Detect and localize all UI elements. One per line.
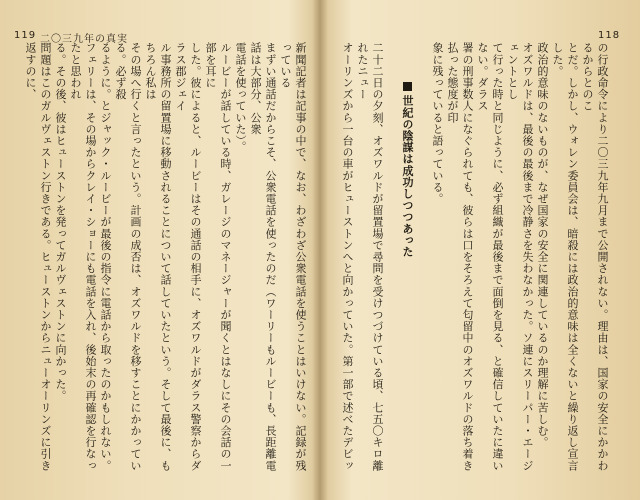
body-line: ルービーが話している時、ガレージのマネージャーが聞くとはなしにその会話の一部を耳に: [204, 42, 232, 472]
right-page-number: 118: [598, 30, 621, 41]
running-title: 二〇三九年の真実: [40, 34, 128, 45]
body-line: オーリンズから一台の車がヒューストンへと向かっていた。第一部で述べたデビッ: [341, 42, 354, 472]
body-line: 二十二日の夕刻、オズワルドが留置場で尋問を受けつづけている頃、七五〇キロ離れたニュー: [356, 42, 384, 472]
body-line: の行政命令により二〇三九年九月まで公開されない。理由は、国家の安全にかかわるからとのこ: [581, 42, 609, 472]
body-line: 政治的意味のないものが、なぜ国家の安全に関連しているのか理解に苦しむ。: [536, 42, 549, 448]
body-line: 新聞記者は記事の中で、なお、わざわざ公衆電話を使うことはいけない。記録が残っている: [279, 42, 307, 472]
body-line: 署の刑事数人になぐられても、彼らは口をそろえて匂留中のオズワルドの落ち着き払った態度が印: [446, 42, 474, 472]
body-line: [22, 42, 23, 472]
body-line: まずい通話だからこそ、公衆電話を使ったのだ（ワーリーもルービーも、長距離電話は大部分、公衆: [249, 42, 277, 472]
body-line: 問題はこのガルヴェストン行きである。ヒューストンからニューオーリンズに引き返すのに、: [24, 42, 52, 472]
body-line: した。彼によると、ルービーはその通話の相手に、オズワルドがダラス警察からダラス郡ジェイ: [174, 42, 202, 472]
body-line: る。その後、彼はヒューストンを発ってガルヴェストンに向かった。: [54, 42, 67, 402]
body-line: ル事務所の留置場に移動されることについて話していたという。そして最後に、もちろん私は: [144, 42, 172, 472]
body-line: て行った時と同じように、必ず組織が最後まで面倒を見る、と確信していたに違いない。ダラス: [476, 42, 504, 472]
heading-square-icon: [403, 82, 412, 91]
body-line: フェリーは、その場からクレイ・ショーにも電話を入れ、後始末の再確認を行なったと思われ: [69, 42, 97, 472]
section-heading-text: 世紀の陰謀は成功しつつあった: [401, 95, 414, 258]
left-page-body: [22, 42, 308, 472]
body-line: とだ。しかし、ウォレン委員会は、暗殺には政治的意味は全くないと繰り返し宣言した。: [551, 42, 579, 472]
right-page-body: [340, 42, 610, 472]
book-gutter: [312, 0, 328, 500]
body-line: その場へ行くと言ったという。計画の成否は、オズワルドを移すことにかかっている。必ず殺: [114, 42, 142, 472]
left-page-number: 119: [14, 30, 37, 41]
body-line: 象に残っていると語っている。: [431, 42, 444, 205]
body-line: 電話を使っていた）。: [234, 42, 247, 153]
body-line: るように。とジャック・ルービーが最後の指令に電話から取ったのかもしれない。: [99, 42, 112, 472]
body-line: オズワルドは、最後の最後まで冷静さを失わなかった。ソ連にスリーパー・エージェントとし: [506, 42, 534, 472]
section-heading: [400, 42, 415, 472]
